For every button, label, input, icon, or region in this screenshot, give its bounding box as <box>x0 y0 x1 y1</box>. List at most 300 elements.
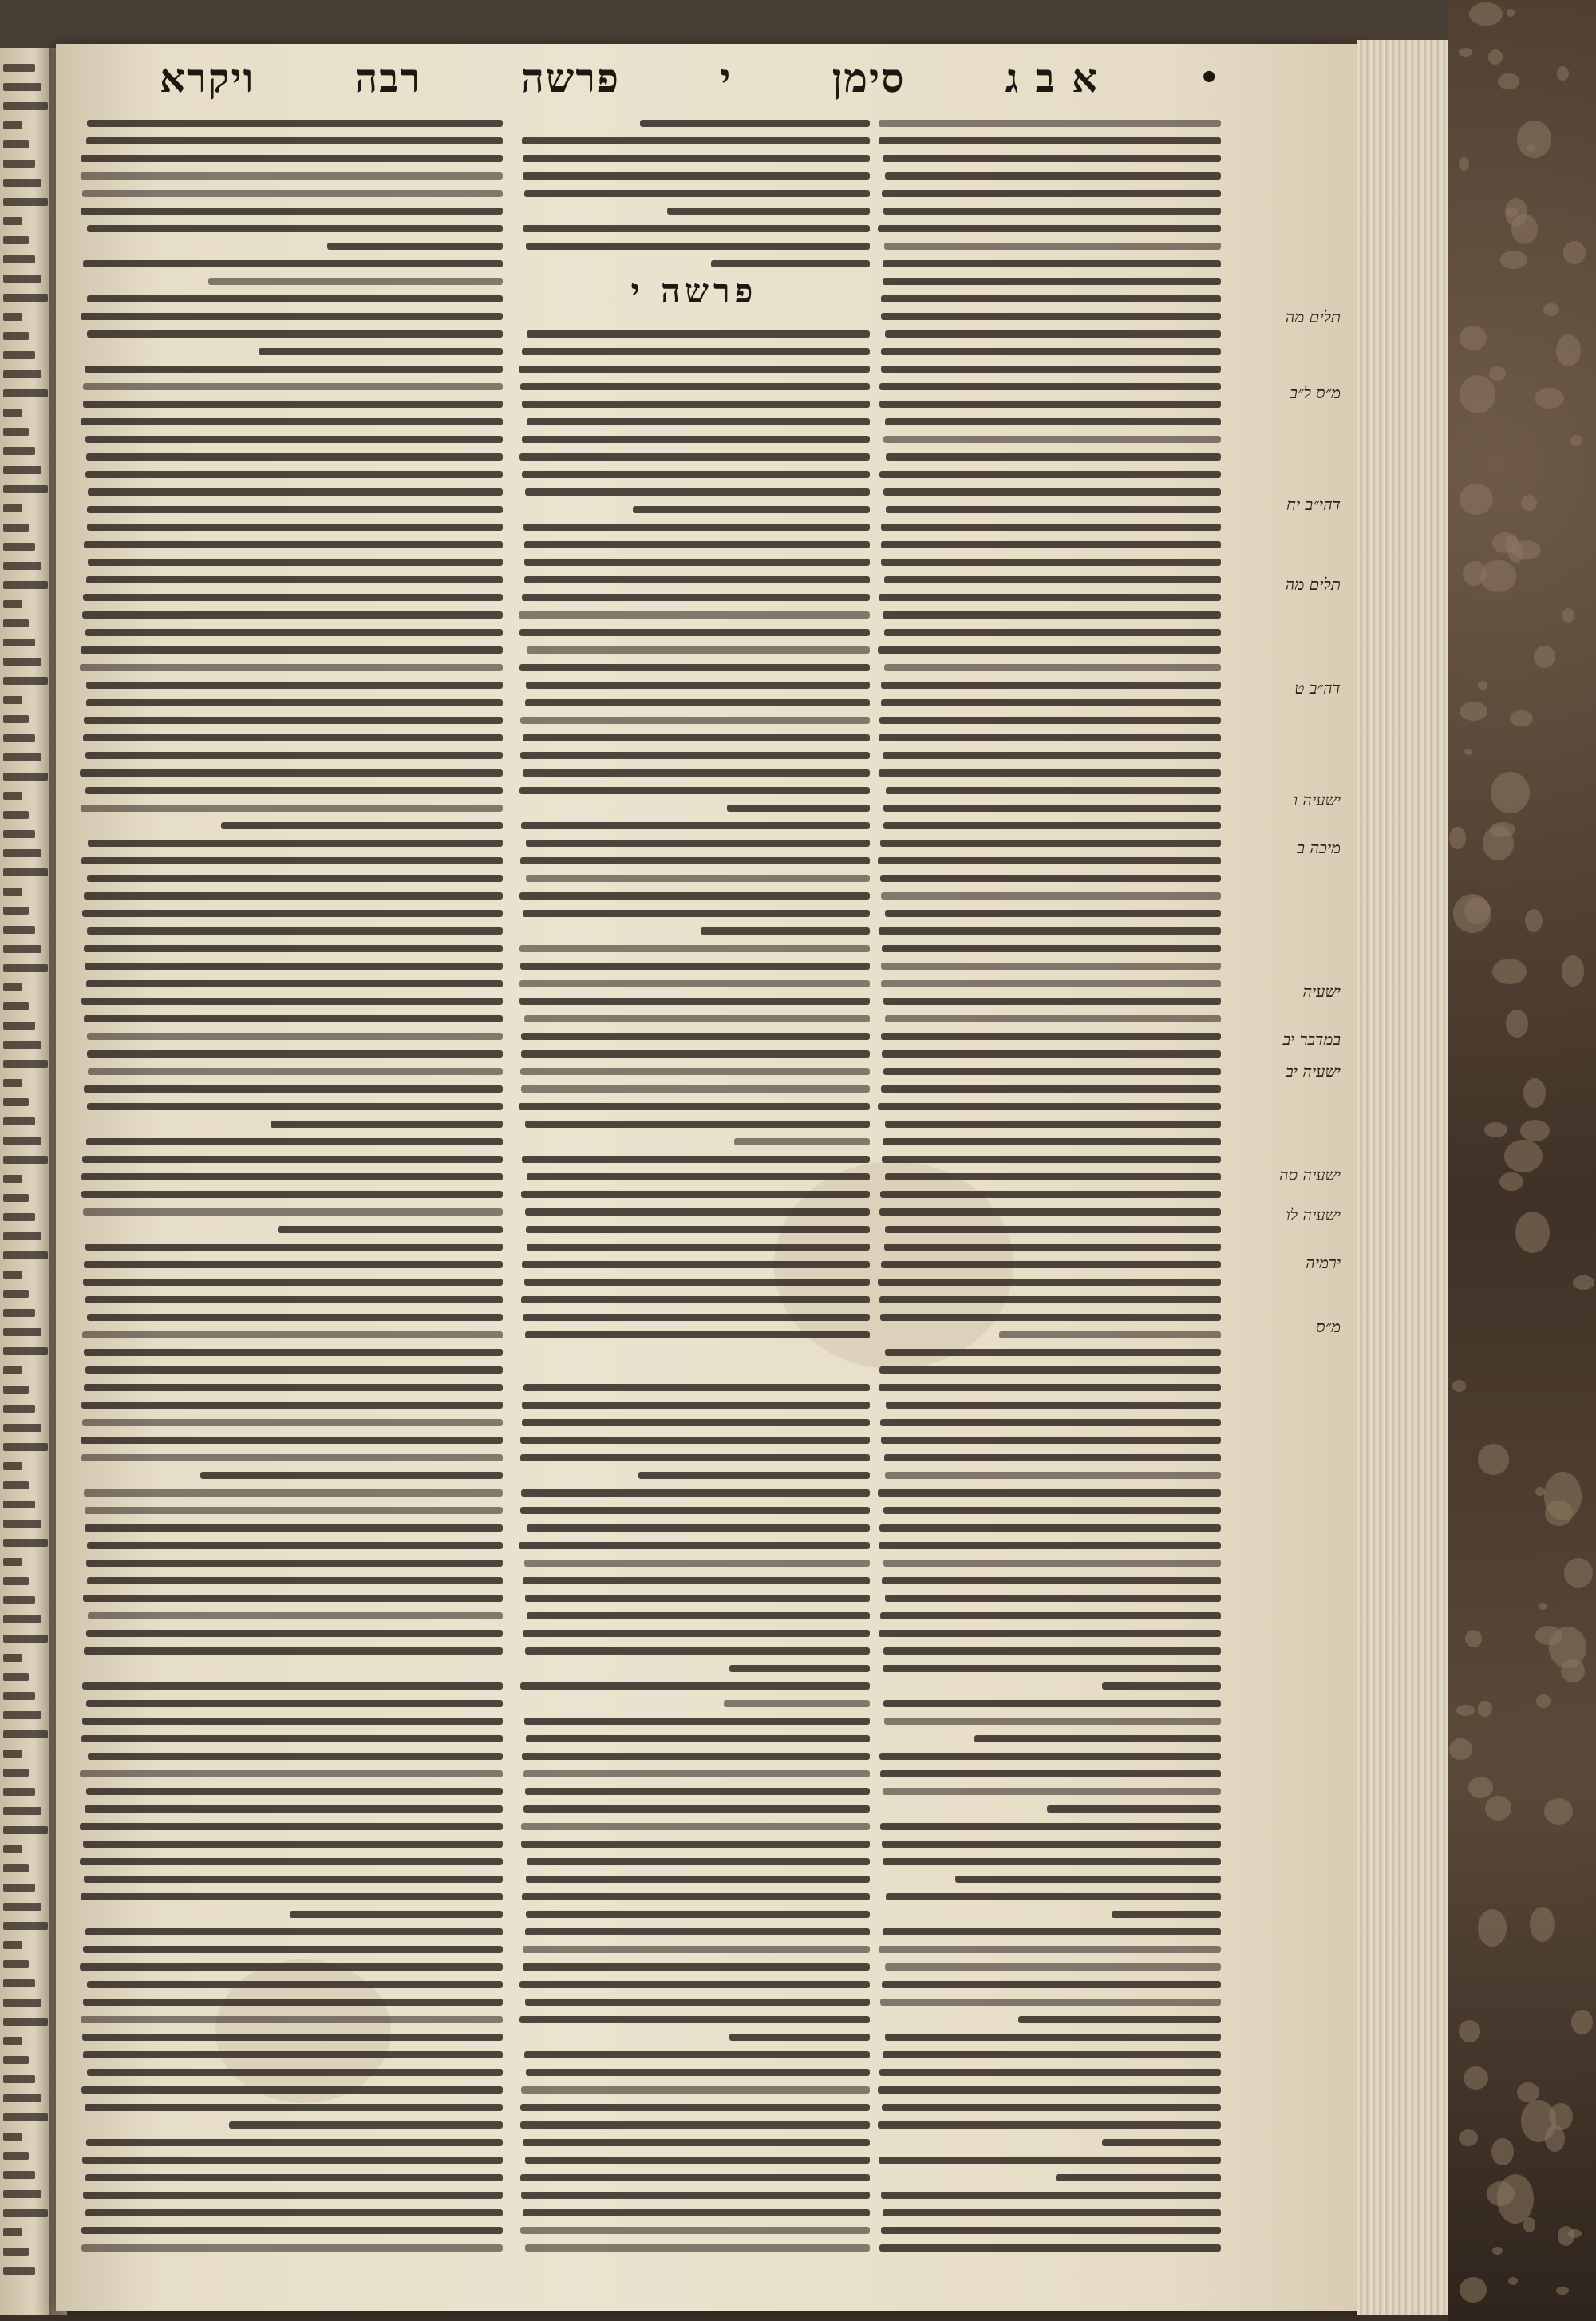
text-line <box>882 1050 1221 1058</box>
marble-spot <box>1544 1798 1573 1825</box>
marble-spot <box>1539 1603 1547 1610</box>
text-line <box>520 1454 870 1461</box>
text-line <box>881 295 1221 302</box>
facing-page-text-line <box>3 1692 35 1700</box>
facing-page-text-line <box>3 2228 22 2236</box>
facing-page-text-line <box>3 1117 35 1125</box>
marble-spot <box>1506 1010 1528 1038</box>
text-line <box>878 1279 1221 1286</box>
text-line <box>84 1015 503 1022</box>
marble-spot <box>1556 334 1581 366</box>
marble-spot <box>1488 49 1503 64</box>
text-line <box>885 1121 1221 1128</box>
facing-page-text-line <box>3 1864 29 1872</box>
text-line <box>882 1981 1221 1988</box>
text-line <box>883 1665 1221 1672</box>
text-line <box>81 2016 503 2023</box>
text-line <box>84 717 503 724</box>
text-line <box>883 1788 1221 1795</box>
text-line <box>880 840 1221 847</box>
facing-page-text-line <box>3 1137 41 1145</box>
text-line <box>886 506 1221 513</box>
facing-page-text-line <box>3 2133 22 2141</box>
text-line <box>884 629 1221 636</box>
text-line <box>881 1033 1221 1040</box>
text-line <box>525 699 870 706</box>
text-line <box>83 1841 504 1848</box>
marble-spot <box>1530 1907 1555 1942</box>
text-line <box>886 453 1221 461</box>
text-line <box>86 1630 503 1637</box>
text-line <box>527 330 870 338</box>
text-line <box>522 348 870 355</box>
marble-spot <box>1562 608 1574 623</box>
facing-page-text-line <box>3 677 48 685</box>
text-line <box>83 734 503 741</box>
facing-page-text-line <box>3 1596 35 1604</box>
text-line <box>524 1015 870 1022</box>
text-line <box>88 559 503 566</box>
marble-spot <box>1562 955 1584 987</box>
text-line <box>881 1261 1221 1268</box>
facing-page-text-line <box>3 313 22 321</box>
text-line <box>880 875 1221 882</box>
facing-page-text-line <box>3 639 35 646</box>
margin-note: מ״ס ל״ב <box>1290 383 1341 402</box>
text-line <box>520 1437 870 1444</box>
text-line <box>520 717 870 724</box>
facing-page-text-line <box>3 581 48 589</box>
text-line <box>882 1156 1221 1163</box>
text-line <box>81 857 503 864</box>
text-line <box>523 172 870 180</box>
text-line <box>85 366 503 373</box>
text-line <box>879 1753 1221 1760</box>
facing-page-text-line <box>3 1769 29 1777</box>
facing-page-text-line <box>3 1788 35 1796</box>
marble-spot <box>1556 2287 1570 2295</box>
text-line <box>521 1489 870 1497</box>
text-line <box>520 1068 870 1075</box>
margin-note: במדבר יב <box>1282 1030 1341 1049</box>
text-line <box>881 682 1221 689</box>
text-line <box>208 278 503 285</box>
facing-page-text-line <box>3 1481 29 1489</box>
margin-notes <box>1229 120 1349 2259</box>
text-line <box>81 1893 503 1900</box>
marble-spot <box>1459 48 1472 57</box>
facing-page-text-line <box>3 2267 35 2275</box>
marble-spot <box>1520 1120 1550 1141</box>
facing-page-text-line <box>3 1711 41 1719</box>
facing-page-text-line <box>3 1002 29 1010</box>
text-line <box>82 611 503 619</box>
text-line <box>878 2121 1221 2129</box>
marble-spot <box>1460 702 1487 721</box>
text-line <box>886 1402 1221 1409</box>
marble-spot <box>1460 326 1487 350</box>
facing-page-text-line <box>3 236 29 244</box>
text-line <box>86 453 503 461</box>
facing-page-text-line <box>3 1577 29 1585</box>
facing-page-text-line <box>3 1999 41 2007</box>
text-line <box>520 857 870 864</box>
marble-spot <box>1515 1212 1550 1252</box>
marble-spot <box>1557 66 1569 81</box>
margin-note: מיכה ב <box>1297 838 1341 857</box>
facing-page-text-line <box>3 1558 22 1566</box>
text-line <box>880 1999 1221 2006</box>
text-line <box>880 1419 1221 1426</box>
marble-spot <box>1460 2277 1486 2303</box>
text-line <box>87 295 503 302</box>
text-line <box>525 1647 870 1655</box>
marble-spot <box>1543 303 1560 316</box>
text-line <box>883 488 1221 496</box>
text-line <box>879 471 1221 478</box>
text-line <box>1018 2016 1221 2023</box>
facing-page-text-line <box>3 466 41 474</box>
marble-spot <box>1459 2129 1478 2146</box>
marble-spot <box>1478 1701 1491 1717</box>
text-line <box>879 1296 1221 1303</box>
text-line <box>881 963 1221 970</box>
text-line <box>519 629 870 636</box>
main-text-column <box>519 120 870 2259</box>
text-line <box>883 805 1221 812</box>
text-line <box>883 822 1221 829</box>
text-line <box>88 840 503 847</box>
text-line <box>87 927 504 935</box>
text-line <box>883 278 1221 285</box>
marble-spot <box>1460 484 1493 515</box>
text-line <box>200 1472 503 1479</box>
facing-page-text-line <box>3 1060 48 1068</box>
text-line <box>881 524 1221 531</box>
facing-page-text-line <box>3 102 48 110</box>
marble-spot <box>1491 772 1529 814</box>
text-line <box>521 1823 870 1830</box>
text-line <box>878 857 1221 864</box>
facing-page-text-line <box>3 294 48 302</box>
running-head <box>160 49 1221 105</box>
text-line <box>711 260 870 267</box>
page-edges <box>1357 40 1452 2315</box>
text-line <box>885 1226 1221 1233</box>
text-line <box>525 2244 870 2252</box>
marble-spot <box>1469 2 1503 26</box>
text-line <box>81 1735 503 1742</box>
marble-spot <box>1449 827 1466 849</box>
text-line <box>523 1314 870 1321</box>
marble-spot <box>1507 9 1515 17</box>
text-line <box>523 2209 870 2216</box>
commentary-column-left <box>80 120 503 2259</box>
text-line <box>522 137 870 144</box>
text-line <box>84 1647 503 1655</box>
text-line <box>521 1033 870 1040</box>
text-line <box>525 1121 870 1128</box>
text-line <box>83 1279 503 1286</box>
facing-page-text-line <box>3 2171 35 2179</box>
text-line <box>521 1841 871 1848</box>
text-line <box>883 611 1221 619</box>
text-line <box>527 418 870 425</box>
text-line <box>80 769 503 777</box>
text-line <box>87 1314 503 1321</box>
text-line <box>86 699 503 706</box>
text-line <box>520 2121 870 2129</box>
facing-page-text-line <box>3 1290 29 1298</box>
text-line <box>522 1419 870 1426</box>
text-line <box>727 805 870 812</box>
text-line <box>878 1103 1221 1110</box>
text-line <box>523 524 870 531</box>
text-line <box>879 1366 1221 1374</box>
text-line <box>633 506 870 513</box>
text-line <box>81 155 503 162</box>
marble-spot <box>1523 2217 1535 2232</box>
text-line <box>881 348 1221 355</box>
text-line <box>527 1244 870 1251</box>
text-line <box>880 1191 1221 1198</box>
text-line <box>885 910 1221 917</box>
text-line <box>522 436 870 443</box>
marble-spot <box>1485 1796 1512 1821</box>
text-line <box>85 787 503 794</box>
text-line <box>526 243 870 250</box>
facing-page-text-line <box>3 1347 48 1355</box>
text-line <box>524 1718 870 1725</box>
text-line <box>525 1788 870 1795</box>
running-head-siman: סימן <box>832 53 906 101</box>
facing-page-text-line <box>3 1443 48 1451</box>
text-line <box>83 260 503 267</box>
text-line <box>80 664 503 671</box>
marble-spot <box>1484 1122 1508 1137</box>
text-line <box>84 945 503 952</box>
text-line <box>81 1191 503 1198</box>
text-line <box>524 1560 870 1567</box>
facing-page-text-line <box>3 2248 29 2256</box>
text-line <box>87 120 503 127</box>
text-line <box>880 1823 1221 1830</box>
text-line <box>85 1366 503 1374</box>
text-line <box>85 1296 503 1303</box>
text-line <box>879 927 1221 935</box>
text-line <box>85 1928 503 1935</box>
facing-page-text-line <box>3 926 35 934</box>
text-line <box>884 664 1221 671</box>
text-line <box>85 2209 503 2216</box>
marble-spot <box>1571 2010 1593 2034</box>
text-line <box>526 875 870 882</box>
text-line <box>81 2086 503 2094</box>
text-line <box>519 366 870 373</box>
marble-spot <box>1564 1558 1593 1587</box>
facing-page-text-line <box>3 964 48 972</box>
text-line <box>525 2157 870 2164</box>
text-line <box>80 1770 503 1777</box>
marble-spot <box>1460 375 1496 413</box>
text-line <box>87 1050 503 1058</box>
marble-spot <box>1489 366 1506 382</box>
text-line <box>525 1595 870 1602</box>
text-line <box>87 1103 503 1110</box>
text-line <box>81 805 503 812</box>
text-line <box>87 524 503 531</box>
facing-page-text-line <box>3 1807 41 1815</box>
facing-page-text-line <box>3 370 41 378</box>
margin-note: דהי״ב יח <box>1286 495 1341 514</box>
text-line <box>84 1876 503 1883</box>
text-line <box>86 576 503 583</box>
text-line <box>81 208 503 215</box>
text-line <box>522 1893 870 1900</box>
text-line <box>87 330 503 338</box>
text-line <box>85 752 503 759</box>
text-line <box>879 769 1221 777</box>
text-line <box>523 1384 870 1391</box>
margin-note: ישעיה יב <box>1286 1062 1341 1081</box>
facing-page-text-line <box>3 140 29 148</box>
text-line <box>527 1524 870 1532</box>
text-line <box>520 2104 870 2111</box>
text-line <box>878 1489 1221 1497</box>
text-line <box>885 1015 1221 1022</box>
text-line <box>879 383 1221 390</box>
marble-spot <box>1478 681 1488 690</box>
margin-note: תלים מה <box>1285 307 1341 326</box>
text-line <box>523 1946 870 1953</box>
text-line <box>82 1718 503 1725</box>
marble-spot <box>1525 909 1543 932</box>
running-head-parsha-number: י <box>720 53 733 101</box>
text-line <box>879 1208 1221 1216</box>
facing-page-text-line <box>3 121 22 129</box>
text-line <box>883 1647 1221 1655</box>
text-line <box>526 840 870 847</box>
facing-page-text-line <box>3 1194 29 1202</box>
text-line <box>879 120 1221 127</box>
text-line <box>85 1507 503 1514</box>
facing-page-text-line <box>3 409 22 417</box>
text-line <box>1102 2139 1221 2146</box>
text-line <box>882 945 1222 952</box>
running-head-book: ויקרא <box>160 53 255 101</box>
text-line <box>883 2209 1221 2216</box>
text-line <box>523 769 870 777</box>
text-line <box>83 1946 503 1953</box>
text-line <box>524 541 870 548</box>
text-line <box>519 998 870 1005</box>
text-line <box>522 1402 870 1409</box>
text-line <box>81 418 503 425</box>
facing-page-text-line <box>3 849 41 857</box>
text-line <box>83 1595 503 1602</box>
facing-page-text-line <box>3 1845 22 1853</box>
text-line <box>88 1753 503 1760</box>
marble-spot <box>1449 1738 1472 1760</box>
text-line <box>87 506 503 513</box>
text-line <box>522 594 870 601</box>
text-line <box>884 1244 1221 1251</box>
text-line <box>85 1805 503 1813</box>
text-line <box>82 1331 503 1338</box>
facing-page-text-line <box>3 1424 41 1432</box>
marble-spot <box>1456 1705 1475 1716</box>
text-line <box>83 2051 503 2058</box>
facing-page-text-line <box>3 753 41 761</box>
text-line <box>880 1612 1221 1619</box>
running-head-marker: • <box>1199 58 1221 97</box>
text-line <box>881 559 1221 566</box>
marble-spot <box>1508 2277 1518 2286</box>
text-line <box>85 1524 503 1532</box>
text-line <box>724 1700 870 1707</box>
facing-page-text-line <box>3 2152 29 2160</box>
facing-page-text-line <box>3 255 35 263</box>
text-line <box>525 1331 870 1338</box>
text-line <box>883 260 1221 267</box>
text-line <box>881 980 1221 987</box>
text-line <box>81 172 503 180</box>
text-line <box>524 1279 870 1286</box>
facing-page-text-line <box>3 1635 48 1643</box>
facing-page-text-line <box>3 217 22 225</box>
facing-page-text-line <box>3 1884 35 1892</box>
text-line <box>974 1735 1221 1742</box>
text-line <box>523 1770 870 1777</box>
text-line <box>86 682 503 689</box>
text-line <box>85 436 503 443</box>
text-line <box>1047 1805 1221 1813</box>
text-line <box>81 2244 503 2252</box>
text-line <box>229 2121 503 2129</box>
text-line <box>524 576 870 583</box>
marble-spot <box>1491 2138 1514 2165</box>
text-line <box>522 1261 870 1268</box>
text-line <box>882 2104 1221 2111</box>
facing-page-text-line <box>3 160 35 168</box>
text-line <box>87 2069 503 2076</box>
text-line <box>883 1507 1221 1514</box>
running-head-rabbah: רבה <box>354 53 421 101</box>
text-line <box>879 137 1221 144</box>
facing-page-text-line <box>3 1309 35 1317</box>
text-line <box>527 1858 870 1865</box>
text-line <box>883 1928 1221 1935</box>
marble-spot <box>1558 2226 1574 2246</box>
text-line <box>522 1753 870 1760</box>
text-line <box>271 1121 503 1128</box>
facing-page-text-line <box>3 1960 29 1968</box>
text-line <box>524 2051 870 2058</box>
facing-page-text-line <box>3 332 29 340</box>
text-line <box>88 1068 503 1075</box>
text-line <box>881 2227 1221 2234</box>
facing-page-text-line <box>3 1041 41 1049</box>
text-line <box>81 1402 503 1409</box>
text-line <box>879 2157 1221 2164</box>
text-line <box>667 208 870 215</box>
marble-spot <box>1498 73 1519 89</box>
text-line <box>83 1999 503 2006</box>
text-line <box>522 401 870 408</box>
facing-page-text-line <box>3 1539 48 1547</box>
margin-note: ישעיה לו <box>1286 1205 1341 1224</box>
text-line <box>880 1314 1221 1321</box>
